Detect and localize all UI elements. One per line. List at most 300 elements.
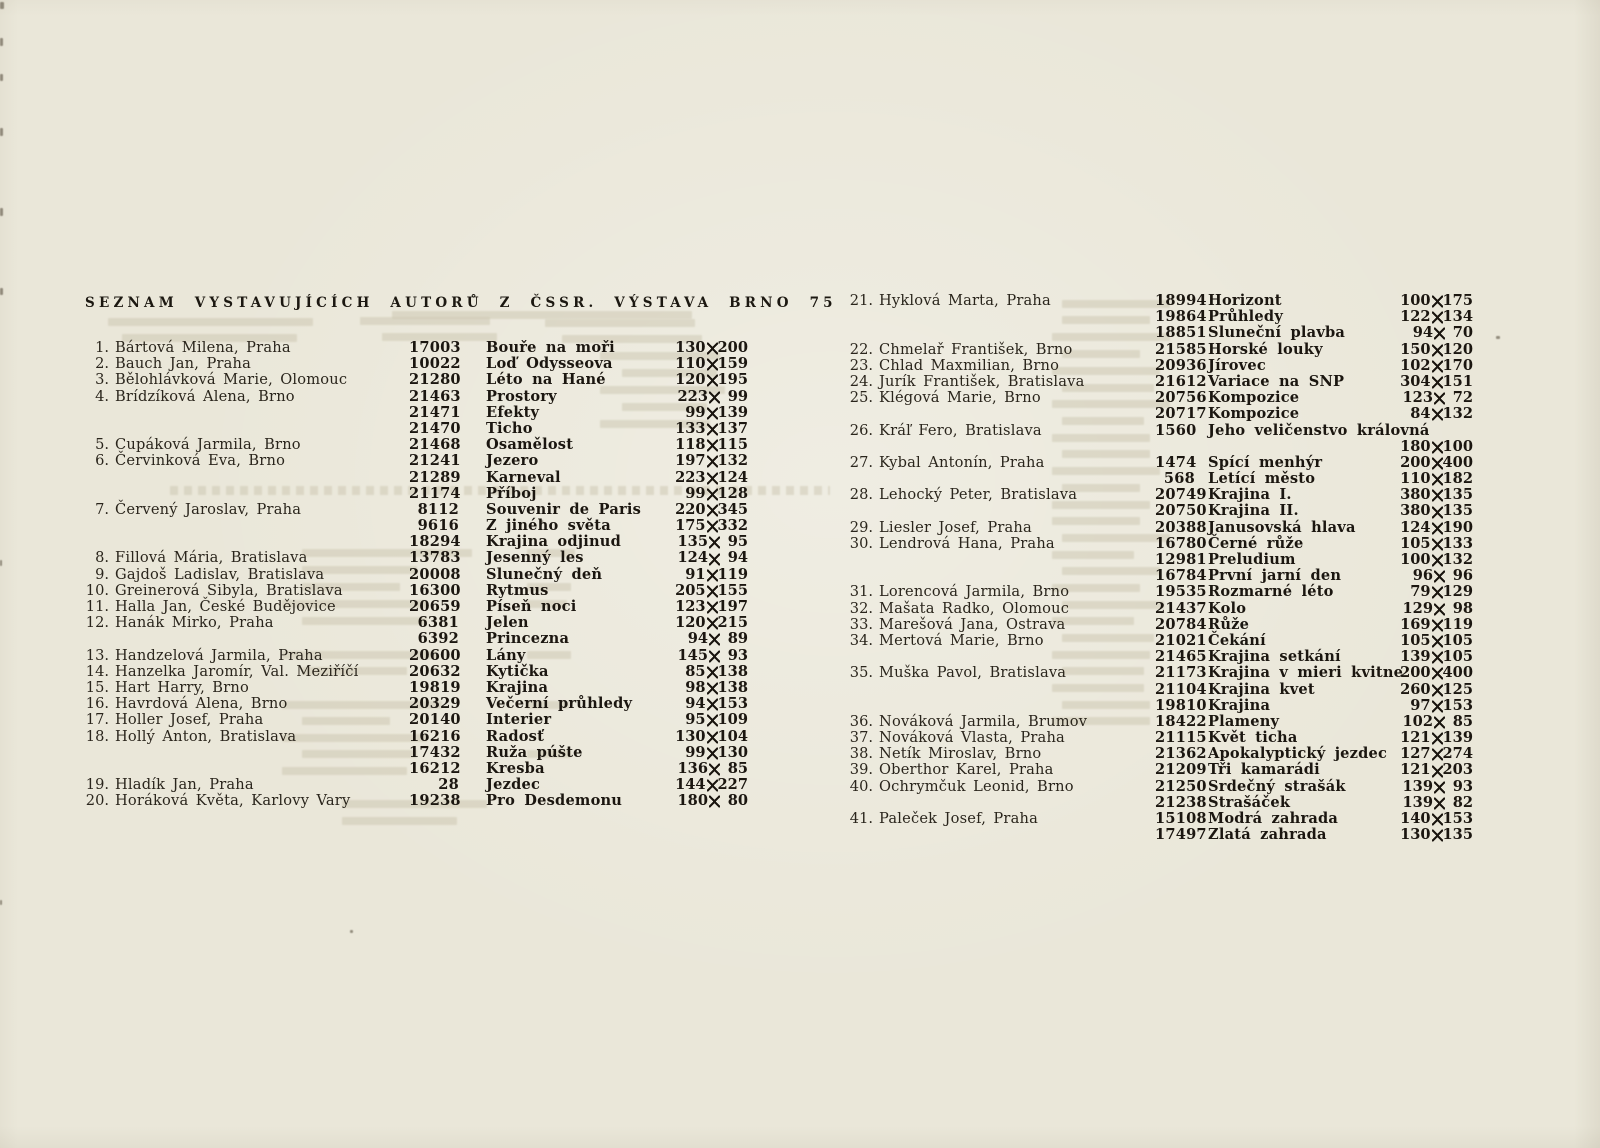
author-name bbox=[109, 421, 409, 437]
entry-number: 33. bbox=[849, 615, 873, 633]
catalog-row bbox=[845, 665, 1473, 681]
times-icon bbox=[707, 747, 718, 759]
times-icon bbox=[707, 504, 718, 516]
catalog-row bbox=[85, 599, 748, 615]
times-icon bbox=[1432, 312, 1443, 324]
times-icon bbox=[707, 424, 718, 436]
times-icon bbox=[1432, 360, 1443, 372]
author-name bbox=[109, 486, 409, 502]
work-dimensions bbox=[1376, 827, 1473, 843]
work-width: 169 bbox=[1400, 615, 1431, 633]
work-dimensions bbox=[651, 599, 748, 615]
catalog-row bbox=[85, 696, 748, 712]
entry-number: 35. bbox=[849, 664, 873, 682]
work-dimensions bbox=[1376, 293, 1473, 309]
work-width: 124 bbox=[1400, 518, 1431, 536]
entry-number bbox=[845, 406, 873, 422]
author-name: Havrdová Alena, Brno bbox=[115, 695, 288, 713]
times-icon bbox=[1434, 716, 1445, 728]
catalog-row bbox=[845, 633, 1473, 649]
bleed-through-line bbox=[360, 317, 490, 325]
work-width: 100 bbox=[1400, 551, 1431, 568]
times-icon bbox=[707, 683, 718, 695]
times-icon bbox=[1432, 765, 1443, 777]
times-icon bbox=[707, 472, 718, 484]
times-icon bbox=[1432, 490, 1443, 502]
entry-number: 15. bbox=[85, 678, 109, 696]
entry-number bbox=[845, 552, 873, 568]
catalog-row bbox=[845, 779, 1473, 795]
catalog-row bbox=[845, 682, 1473, 698]
author-name: Marešová Jana, Ostrava bbox=[879, 615, 1066, 633]
paper-speck bbox=[350, 930, 353, 933]
work-width: 130 bbox=[1400, 826, 1431, 844]
author-name: Gajdoš Ladislav, Bratislava bbox=[115, 565, 325, 583]
work-width: 200 bbox=[1400, 664, 1431, 682]
work-dimensions bbox=[1376, 633, 1473, 649]
catalog-number: 21104 bbox=[1155, 680, 1207, 698]
catalog-number: 21471 bbox=[409, 403, 461, 421]
times-icon bbox=[709, 391, 720, 403]
times-icon bbox=[1432, 830, 1443, 842]
entry-number bbox=[85, 405, 109, 421]
work-dimensions bbox=[651, 777, 748, 793]
times-icon bbox=[1432, 441, 1443, 453]
author-name: Hart Harry, Brno bbox=[115, 678, 249, 696]
catalog-row bbox=[85, 729, 748, 745]
entry-number: 17. bbox=[85, 711, 109, 729]
work-title: Krajina kvet bbox=[1208, 680, 1315, 698]
catalog-row bbox=[85, 680, 748, 696]
work-height: 153 bbox=[1442, 696, 1473, 714]
times-icon bbox=[707, 456, 718, 468]
work-width: 91 bbox=[685, 565, 706, 583]
work-height: 132 bbox=[1442, 551, 1473, 568]
work-height: 124 bbox=[717, 468, 748, 486]
paper-speck bbox=[0, 900, 2, 905]
work-title: Tři kamarádi bbox=[1208, 761, 1320, 779]
work-height: 135 bbox=[1442, 486, 1473, 504]
work-dimensions bbox=[651, 372, 748, 388]
catalog-number: 20008 bbox=[409, 565, 461, 583]
authors-list-left bbox=[85, 340, 748, 809]
work-dimensions bbox=[651, 486, 748, 502]
entry-number: 19. bbox=[85, 776, 109, 794]
work-height: 134 bbox=[1442, 308, 1473, 326]
entry-number bbox=[845, 698, 873, 714]
work-title: Jesenný les bbox=[486, 549, 584, 567]
times-icon bbox=[1432, 652, 1443, 664]
work-height: 139 bbox=[717, 403, 748, 421]
work-dimensions bbox=[1376, 601, 1473, 617]
entry-number: 7. bbox=[95, 500, 109, 518]
author-name bbox=[109, 470, 409, 486]
catalog-row bbox=[85, 389, 748, 405]
catalog-row bbox=[845, 374, 1473, 390]
catalog-number: 21612 bbox=[1155, 372, 1207, 390]
work-width: 144 bbox=[675, 776, 706, 794]
catalog-row bbox=[85, 372, 748, 388]
catalog-row bbox=[85, 356, 748, 372]
work-dimensions bbox=[1376, 487, 1473, 503]
catalog-number: 21437 bbox=[1155, 599, 1207, 617]
catalog-row bbox=[85, 453, 748, 469]
catalog-number: 20756 bbox=[1155, 389, 1207, 407]
work-dimensions bbox=[1376, 439, 1473, 455]
entry-number: 26. bbox=[849, 421, 873, 439]
author-name: Klégová Marie, Brno bbox=[879, 389, 1041, 407]
work-title: Sluneční plavba bbox=[1208, 324, 1346, 342]
times-icon bbox=[707, 666, 718, 678]
paper-speck bbox=[0, 208, 3, 216]
work-dimensions bbox=[1376, 665, 1473, 681]
entry-number: 22. bbox=[849, 340, 873, 358]
work-height: 138 bbox=[717, 662, 748, 680]
author-name bbox=[873, 698, 1155, 714]
author-name: Lorencová Jarmila, Brno bbox=[879, 583, 1070, 601]
times-icon bbox=[707, 343, 718, 355]
times-icon bbox=[707, 715, 718, 727]
catalog-number: 21362 bbox=[1155, 745, 1207, 763]
work-dimensions bbox=[651, 567, 748, 583]
work-title: Příboj bbox=[486, 484, 537, 502]
work-width: 94 bbox=[1412, 324, 1433, 342]
entry-number: 27. bbox=[849, 453, 873, 471]
work-title: Krajina v mieri kvitne bbox=[1208, 664, 1404, 682]
work-title: Průhledy bbox=[1208, 308, 1283, 326]
catalog-row bbox=[85, 745, 748, 761]
author-name: Halla Jan, České Budějovice bbox=[115, 598, 336, 615]
catalog-row bbox=[85, 583, 748, 599]
entry-number: 20. bbox=[85, 792, 109, 810]
author-name bbox=[109, 631, 409, 647]
catalog-number: 21465 bbox=[1155, 648, 1207, 666]
times-icon bbox=[707, 602, 718, 614]
work-height: 120 bbox=[1442, 340, 1473, 358]
catalog-row bbox=[845, 406, 1473, 422]
work-height: 132 bbox=[717, 452, 748, 470]
work-width: 130 bbox=[675, 339, 706, 356]
work-width: 150 bbox=[1400, 340, 1431, 358]
author-name: Kráľ Fero, Bratislava bbox=[879, 421, 1042, 439]
work-width: 110 bbox=[675, 355, 706, 373]
work-width: 85 bbox=[685, 662, 706, 680]
author-name: Paleček Josef, Praha bbox=[879, 810, 1038, 827]
work-height: 139 bbox=[1442, 729, 1473, 747]
entry-number: 38. bbox=[849, 745, 873, 763]
work-dimensions bbox=[1376, 714, 1473, 730]
catalog-number: 16780 bbox=[1155, 534, 1207, 552]
work-title: První jarní den bbox=[1208, 567, 1342, 585]
work-height: 138 bbox=[717, 678, 748, 696]
work-width: 99 bbox=[685, 484, 706, 502]
catalog-row bbox=[845, 811, 1473, 827]
work-width: 97 bbox=[1410, 696, 1431, 714]
work-width: 120 bbox=[675, 614, 706, 632]
work-height: 119 bbox=[1442, 615, 1473, 633]
catalog-row bbox=[845, 730, 1473, 746]
work-dimensions bbox=[1376, 779, 1473, 795]
times-icon bbox=[709, 796, 720, 808]
catalog-number: 21173 bbox=[1155, 664, 1207, 682]
entry-number bbox=[845, 649, 873, 665]
catalog-number: 17432 bbox=[409, 743, 461, 761]
entry-number bbox=[85, 421, 109, 437]
author-name: Lendrová Hana, Praha bbox=[879, 534, 1055, 552]
entry-number bbox=[845, 309, 873, 325]
catalog-row bbox=[845, 358, 1473, 374]
bleed-through-line bbox=[108, 318, 313, 326]
author-name: Bauch Jan, Praha bbox=[115, 355, 252, 373]
times-icon bbox=[1432, 377, 1443, 389]
entry-number: 37. bbox=[849, 729, 873, 747]
work-height: 197 bbox=[717, 598, 748, 615]
catalog-row bbox=[85, 470, 748, 486]
catalog-row bbox=[845, 568, 1473, 584]
catalog-number: 19864 bbox=[1155, 308, 1207, 326]
work-dimensions bbox=[1376, 811, 1473, 827]
author-name bbox=[873, 552, 1155, 568]
catalog-row bbox=[85, 421, 748, 437]
catalog-number: 18294 bbox=[409, 533, 461, 551]
work-width: 139 bbox=[1402, 793, 1433, 811]
work-dimensions bbox=[1376, 374, 1473, 390]
entry-number: 6. bbox=[95, 452, 109, 470]
work-dimensions bbox=[651, 583, 748, 599]
work-dimensions bbox=[651, 696, 748, 712]
catalog-number: 20717 bbox=[1155, 405, 1207, 423]
work-dimensions bbox=[1376, 423, 1473, 439]
times-icon bbox=[1434, 328, 1445, 340]
work-dimensions bbox=[651, 761, 748, 777]
catalog-row bbox=[845, 455, 1473, 471]
work-title: Spící menhýr bbox=[1208, 453, 1323, 471]
catalog-row bbox=[845, 439, 1473, 455]
times-icon bbox=[707, 780, 718, 792]
author-name: Červený Jaroslav, Praha bbox=[115, 500, 302, 518]
author-name: Oberthor Karel, Praha bbox=[879, 761, 1054, 779]
work-height: 151 bbox=[1442, 372, 1473, 390]
work-dimensions bbox=[651, 615, 748, 631]
catalog-number: 19819 bbox=[409, 678, 461, 696]
work-height: 93 bbox=[727, 646, 748, 664]
times-icon bbox=[1432, 700, 1443, 712]
work-width: 105 bbox=[1400, 631, 1431, 649]
entry-number: 30. bbox=[849, 534, 873, 552]
work-title: Modrá zahrada bbox=[1208, 810, 1339, 827]
work-title: Jelen bbox=[486, 614, 529, 632]
work-dimensions bbox=[651, 470, 748, 486]
catalog-number: 16216 bbox=[409, 727, 461, 745]
work-height: 155 bbox=[717, 581, 748, 599]
catalog-number: 15108 bbox=[1155, 810, 1207, 827]
catalog-number: 16300 bbox=[409, 581, 461, 599]
work-height: 153 bbox=[717, 695, 748, 713]
times-icon bbox=[1432, 733, 1443, 745]
times-icon bbox=[709, 537, 720, 549]
catalog-row bbox=[85, 567, 748, 583]
times-icon bbox=[1434, 781, 1445, 793]
work-height: 137 bbox=[717, 419, 748, 437]
catalog-row bbox=[845, 617, 1473, 633]
entry-number bbox=[85, 745, 109, 761]
author-name bbox=[873, 827, 1155, 843]
times-icon bbox=[1432, 409, 1443, 421]
work-dimensions bbox=[1376, 390, 1473, 406]
entry-number: 28. bbox=[849, 486, 873, 504]
work-width: 105 bbox=[1400, 534, 1431, 552]
catalog-number: 21280 bbox=[409, 371, 461, 389]
work-width: 200 bbox=[1400, 453, 1431, 471]
work-width: 95 bbox=[685, 711, 706, 729]
times-icon bbox=[707, 731, 718, 743]
paper-speck bbox=[0, 560, 2, 566]
times-icon bbox=[709, 763, 720, 775]
work-dimensions bbox=[1376, 406, 1473, 422]
work-width: 123 bbox=[1402, 389, 1433, 407]
catalog-row bbox=[85, 437, 748, 453]
author-name bbox=[873, 406, 1155, 422]
entry-number: 25. bbox=[849, 389, 873, 407]
work-width: 102 bbox=[1402, 712, 1433, 730]
work-width: 100 bbox=[1400, 292, 1431, 309]
work-dimensions bbox=[1376, 730, 1473, 746]
work-height: 175 bbox=[1442, 292, 1473, 309]
work-title: Letící město bbox=[1208, 470, 1316, 488]
work-title: Rozmarné léto bbox=[1208, 583, 1334, 601]
work-dimensions bbox=[1376, 584, 1473, 600]
times-icon bbox=[707, 618, 718, 630]
times-icon bbox=[707, 407, 718, 419]
work-height: 200 bbox=[717, 339, 748, 356]
catalog-row bbox=[845, 762, 1473, 778]
catalog-row bbox=[85, 777, 748, 793]
author-name bbox=[873, 471, 1155, 487]
author-name: Hanzelka Jaromír, Val. Meziříčí bbox=[115, 662, 359, 680]
work-dimensions bbox=[651, 712, 748, 728]
work-dimensions bbox=[1376, 358, 1473, 374]
catalog-number: 20140 bbox=[409, 711, 461, 729]
entry-number: 18. bbox=[85, 727, 109, 745]
entry-number: 16. bbox=[85, 695, 109, 713]
entry-number: 8. bbox=[95, 549, 109, 567]
work-title: Prostory bbox=[486, 387, 557, 405]
entry-number: 40. bbox=[849, 777, 873, 795]
catalog-number: 21115 bbox=[1155, 729, 1207, 747]
catalog-number: 17003 bbox=[409, 339, 461, 356]
work-title: Srdečný strašák bbox=[1208, 777, 1346, 795]
entry-number: 2. bbox=[95, 355, 109, 373]
catalog-row bbox=[845, 584, 1473, 600]
paper-speck bbox=[0, 288, 3, 295]
catalog-number: 8112 bbox=[417, 500, 459, 518]
work-title: Krajina setkání bbox=[1208, 648, 1341, 666]
work-dimensions bbox=[1376, 455, 1473, 471]
work-width: 205 bbox=[675, 581, 706, 599]
author-name bbox=[109, 518, 409, 534]
work-dimensions bbox=[651, 453, 748, 469]
catalog-number: 18422 bbox=[1155, 712, 1207, 730]
catalog-number: 21289 bbox=[409, 468, 461, 486]
work-dimensions bbox=[651, 518, 748, 534]
work-height: 85 bbox=[1452, 712, 1473, 730]
entry-number: 21. bbox=[849, 292, 873, 309]
times-icon bbox=[1434, 393, 1445, 405]
work-height: 332 bbox=[717, 517, 748, 535]
work-height: 227 bbox=[717, 776, 748, 794]
catalog-number: 18994 bbox=[1155, 292, 1207, 309]
catalog-number: 21585 bbox=[1155, 340, 1207, 358]
work-title: Jeho veličenstvo královná bbox=[1208, 421, 1430, 439]
catalog-row bbox=[85, 550, 748, 566]
work-title: Radosť bbox=[486, 727, 545, 745]
work-dimensions bbox=[1376, 342, 1473, 358]
author-name: Hollý Anton, Bratislava bbox=[115, 727, 297, 745]
catalog-number: 19810 bbox=[1155, 696, 1207, 714]
work-width: 122 bbox=[1400, 308, 1431, 326]
author-name: Fillová Mária, Bratislava bbox=[115, 549, 308, 567]
work-width: 133 bbox=[675, 419, 706, 437]
author-name: Brídzíková Alena, Brno bbox=[115, 387, 295, 405]
work-dimensions bbox=[651, 648, 748, 664]
work-width: 99 bbox=[685, 403, 706, 421]
author-name bbox=[873, 568, 1155, 584]
work-title: Ticho bbox=[486, 419, 533, 437]
work-width: 94 bbox=[685, 695, 706, 713]
work-dimensions bbox=[1376, 795, 1473, 811]
work-height: 135 bbox=[1442, 826, 1473, 844]
work-dimensions bbox=[651, 356, 748, 372]
work-width: 380 bbox=[1400, 486, 1431, 504]
work-height: 105 bbox=[1442, 631, 1473, 649]
bleed-through-line bbox=[545, 319, 695, 327]
entry-number: 32. bbox=[849, 599, 873, 617]
entry-number bbox=[85, 534, 109, 550]
catalog-number: 28 bbox=[438, 776, 459, 794]
work-width: 123 bbox=[675, 598, 706, 615]
work-height: 159 bbox=[717, 355, 748, 373]
catalog-number: 21209 bbox=[1155, 761, 1207, 779]
entry-number: 36. bbox=[849, 712, 873, 730]
work-title bbox=[1195, 439, 1376, 455]
catalog-number: 12981 bbox=[1155, 551, 1207, 568]
work-dimensions bbox=[651, 745, 748, 761]
work-height: 133 bbox=[1442, 534, 1473, 552]
catalog-number: 21021 bbox=[1155, 631, 1207, 649]
entry-number: 14. bbox=[85, 662, 109, 680]
author-name bbox=[109, 405, 409, 421]
work-dimensions bbox=[651, 631, 748, 647]
entry-number: 34. bbox=[849, 631, 873, 649]
times-icon bbox=[1432, 668, 1443, 680]
author-name: Liesler Josef, Praha bbox=[879, 518, 1032, 536]
times-icon bbox=[1434, 603, 1445, 615]
work-title: Bouře na moři bbox=[486, 339, 615, 356]
work-title: Souvenir de Paris bbox=[486, 500, 642, 518]
work-height: 100 bbox=[1442, 437, 1473, 455]
author-name: Chmelař František, Brno bbox=[879, 340, 1073, 358]
work-height: 105 bbox=[1442, 648, 1473, 666]
work-dimensions bbox=[1376, 325, 1473, 341]
work-height: 89 bbox=[727, 630, 748, 648]
author-name: Bártová Milena, Praha bbox=[115, 339, 291, 356]
entry-number: 3. bbox=[95, 371, 109, 389]
times-icon bbox=[709, 553, 720, 565]
work-title: Jezero bbox=[486, 452, 539, 470]
catalog-number: 20659 bbox=[409, 598, 461, 615]
times-icon bbox=[1432, 522, 1443, 534]
work-height: 203 bbox=[1442, 761, 1473, 779]
